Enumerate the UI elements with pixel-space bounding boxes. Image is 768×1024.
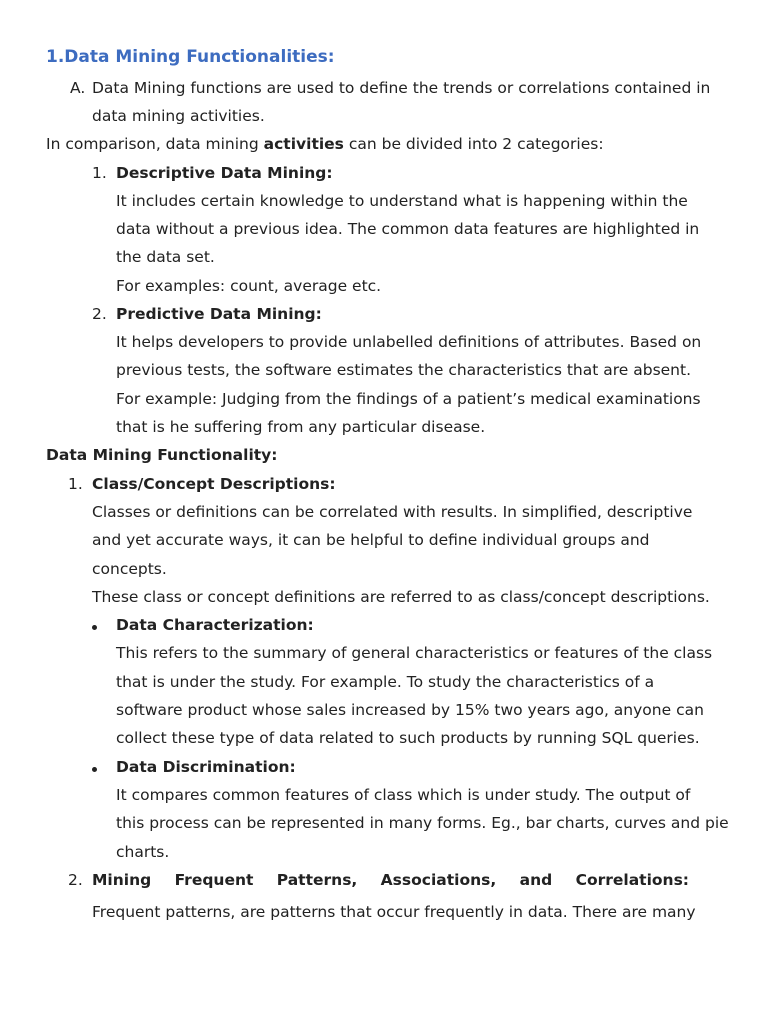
paragraph-line: These class or concept definitions are referred to as class/concept descriptions. <box>92 588 710 606</box>
paragraph-line: For examples: count, average etc. <box>116 277 382 295</box>
heading-word: Frequent <box>174 871 254 889</box>
heading-word: and <box>519 871 553 889</box>
bullet-icon <box>92 625 97 630</box>
subheading: Data Characterization: <box>116 616 314 634</box>
list-marker: 1. <box>68 475 83 493</box>
subheading: Descriptive Data Mining: <box>116 164 333 182</box>
text-span: In comparison, data mining <box>46 135 264 153</box>
paragraph-line: Frequent patterns, are patterns that occur frequently in data. There are many <box>92 903 696 921</box>
paragraph-line: concepts. <box>92 560 167 578</box>
paragraph-line: It compares common features of class which is under study. The output of <box>116 786 691 804</box>
text-span: can be divided into 2 categories: <box>343 135 604 153</box>
heading-word: Correlations: <box>575 871 689 889</box>
bold-term: activities <box>263 135 344 153</box>
subheading-justified <box>92 869 689 891</box>
list-marker: 2. <box>68 871 83 889</box>
list-marker: 2. <box>92 305 107 323</box>
paragraph-line: This refers to the summary of general characteristics or features of the class <box>116 644 713 662</box>
section-heading: Data Mining Functionality: <box>46 446 278 464</box>
paragraph-line: data mining activities. <box>92 107 265 125</box>
paragraph-line: charts. <box>116 843 170 861</box>
subheading: Data Discrimination: <box>116 758 296 776</box>
heading-word: Associations, <box>380 871 497 889</box>
paragraph-line: For example: Judging from the findings of a patient’s medical examinations <box>116 390 701 408</box>
paragraph-line: software product whose sales increased by 15% two years ago, anyone can <box>116 701 704 719</box>
list-marker-a: A. <box>70 79 86 97</box>
paragraph-line: collect these type of data related to such products by running SQL queries. <box>116 729 700 747</box>
paragraph-line: Data Mining functions are used to define the trends or correlations contained in <box>92 79 711 97</box>
comparison-line <box>46 133 604 155</box>
subheading: Class/Concept Descriptions: <box>92 475 336 493</box>
page-title: 1.Data Mining Functionalities: <box>46 47 335 67</box>
paragraph-line: Classes or definitions can be correlated with results. In simplified, descriptive <box>92 503 693 521</box>
paragraph-line: this process can be represented in many forms. Eg., bar charts, curves and pie <box>116 814 729 832</box>
paragraph-line: and yet accurate ways, it can be helpful to define individual groups and <box>92 531 650 549</box>
heading-word: Mining <box>92 871 152 889</box>
paragraph-line: data without a previous idea. The common data features are highlighted in <box>116 220 700 238</box>
paragraph-line: the data set. <box>116 248 215 266</box>
paragraph-line: that is under the study. For example. To study the characteristics of a <box>116 673 655 691</box>
subheading: Predictive Data Mining: <box>116 305 322 323</box>
paragraph-line: that is he suffering from any particular disease. <box>116 418 486 436</box>
list-marker: 1. <box>92 164 107 182</box>
heading-word: Patterns, <box>276 871 358 889</box>
paragraph-line: It includes certain knowledge to understand what is happening within the <box>116 192 688 210</box>
bullet-icon <box>92 767 97 772</box>
paragraph-line: It helps developers to provide unlabelled definitions of attributes. Based on <box>116 333 702 351</box>
paragraph-line: previous tests, the software estimates the characteristics that are absent. <box>116 361 692 379</box>
